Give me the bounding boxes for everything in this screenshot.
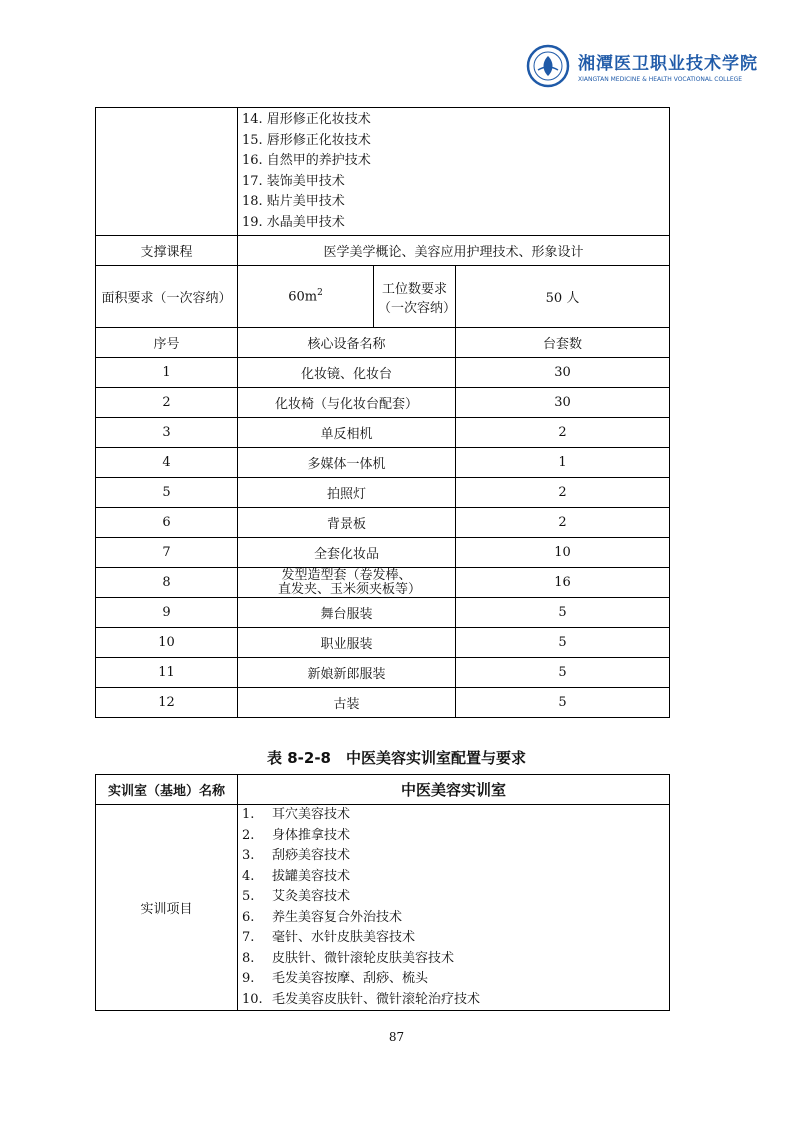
row-number: 4 bbox=[96, 448, 238, 478]
project-text: 身体推拿技术 bbox=[272, 827, 351, 843]
project-list-cell bbox=[238, 805, 670, 1011]
blank-label-cell bbox=[96, 108, 238, 236]
project-text: 毫针、水针皮肤美容技术 bbox=[272, 930, 416, 945]
area-label: 面积要求（一次容纳） bbox=[96, 266, 238, 328]
project-text: 艾灸美容技术 bbox=[272, 889, 351, 904]
equipment-count: 10 bbox=[456, 538, 670, 568]
equipment-name: 职业服装 bbox=[238, 628, 456, 658]
project-text: 刮痧美容技术 bbox=[272, 848, 351, 863]
col-header-no: 序号 bbox=[96, 328, 238, 358]
project-number: 1. bbox=[242, 807, 255, 822]
project-text: 毛发美容皮肤针、微针滚轮治疗技术 bbox=[272, 991, 481, 1007]
project-number: 2. bbox=[242, 827, 255, 843]
project-text: 耳穴美容技术 bbox=[272, 807, 351, 822]
skill-item: 18. 贴片美甲技术 bbox=[242, 194, 345, 209]
equipment-name: 多媒体一体机 bbox=[238, 448, 456, 478]
project-number: 10. bbox=[242, 991, 263, 1007]
project-item bbox=[242, 990, 665, 1011]
station-label: 工位数要求（一次容纳） bbox=[374, 266, 456, 328]
project-item bbox=[242, 928, 665, 949]
table-row bbox=[96, 598, 670, 628]
project-number: 6. bbox=[242, 909, 255, 925]
skill-item: 14. 眉形修正化妆技术 bbox=[242, 112, 371, 127]
college-logo bbox=[526, 44, 758, 88]
table-row bbox=[96, 658, 670, 688]
project-item bbox=[242, 867, 665, 888]
table-row bbox=[96, 448, 670, 478]
equipment-count: 5 bbox=[456, 658, 670, 688]
project-item bbox=[242, 887, 665, 908]
project-number: 5. bbox=[242, 889, 255, 904]
equipment-count: 2 bbox=[456, 418, 670, 448]
table-row bbox=[96, 568, 670, 598]
table-row bbox=[96, 508, 670, 538]
equipment-count: 5 bbox=[456, 628, 670, 658]
area-value: $60m^2$ bbox=[238, 266, 374, 328]
lab-name-label: 实训室（基地）名称 bbox=[96, 775, 238, 805]
col-header-name: 核心设备名称 bbox=[238, 328, 456, 358]
project-text: 养生美容复合外治技术 bbox=[272, 909, 403, 925]
project-item bbox=[242, 969, 665, 990]
row-number: 7 bbox=[96, 538, 238, 568]
row-number: 10 bbox=[96, 628, 238, 658]
table-row bbox=[96, 388, 670, 418]
support-label: 支撑课程 bbox=[96, 236, 238, 266]
equipment-count: 2 bbox=[456, 508, 670, 538]
project-item bbox=[242, 805, 665, 826]
project-item bbox=[242, 949, 665, 970]
equipment-name: 拍照灯 bbox=[238, 478, 456, 508]
table-row bbox=[96, 538, 670, 568]
skill-item: 17. 装饰美甲技术 bbox=[242, 173, 345, 189]
skill-list-cell bbox=[238, 108, 670, 236]
skill-item: 15. 唇形修正化妆技术 bbox=[242, 132, 371, 148]
tcm-lab-table bbox=[95, 774, 670, 1011]
equipment-name: 单反相机 bbox=[238, 418, 456, 448]
station-value: 50 人 bbox=[456, 266, 670, 328]
equipment-name: 新娘新郎服装 bbox=[238, 658, 456, 688]
row-number: 8 bbox=[96, 568, 238, 598]
row-number: 5 bbox=[96, 478, 238, 508]
equipment-name: 化妆镜、化妆台 bbox=[238, 358, 456, 388]
row-number: 3 bbox=[96, 418, 238, 448]
table-caption: 表 8-2-8 中医美容实训室配置与要求 bbox=[267, 749, 526, 767]
equipment-count: 1 bbox=[456, 448, 670, 478]
row-number: 1 bbox=[96, 358, 238, 388]
equipment-name: 背景板 bbox=[238, 508, 456, 538]
equipment-name: 化妆椅（与化妆台配套） bbox=[238, 388, 456, 418]
project-number: 7. bbox=[242, 930, 255, 945]
equipment-count: 2 bbox=[456, 478, 670, 508]
project-text: 毛发美容按摩、刮痧、梳头 bbox=[272, 971, 429, 986]
lab-name-value: 中医美容实训室 bbox=[238, 775, 670, 805]
table-row bbox=[96, 358, 670, 388]
equipment-name: 古装 bbox=[238, 688, 456, 718]
table-row bbox=[96, 628, 670, 658]
col-header-count: 台套数 bbox=[456, 328, 670, 358]
table-row bbox=[96, 418, 670, 448]
skill-item: 16. 自然甲的养护技术 bbox=[242, 153, 371, 168]
equipment-count: 30 bbox=[456, 358, 670, 388]
skill-item: 19. 水晶美甲技术 bbox=[242, 214, 345, 230]
equipment-rows bbox=[96, 358, 670, 718]
table-row bbox=[96, 688, 670, 718]
project-number: 4. bbox=[242, 868, 255, 884]
table-row bbox=[96, 478, 670, 508]
equipment-count: 5 bbox=[456, 598, 670, 628]
project-item bbox=[242, 826, 665, 847]
logo-chinese-name: 湘潭医卫职业技术学院 bbox=[578, 54, 758, 74]
equipment-name: 发型造型套（卷发棒、直发夹、玉米须夹板等） bbox=[238, 568, 456, 598]
equipment-count: 30 bbox=[456, 388, 670, 418]
project-number: 9. bbox=[242, 971, 255, 986]
row-number: 12 bbox=[96, 688, 238, 718]
row-number: 2 bbox=[96, 388, 238, 418]
project-list bbox=[242, 805, 665, 1010]
logo-english-name: XIANGTAN MEDICINE & HEALTH VOCATIONAL COLLEGE bbox=[578, 76, 743, 83]
project-number: 3. bbox=[242, 848, 255, 863]
row-number: 11 bbox=[96, 658, 238, 688]
row-number: 9 bbox=[96, 598, 238, 628]
skill-list bbox=[242, 110, 665, 233]
equipment-count: 5 bbox=[456, 688, 670, 718]
project-item bbox=[242, 908, 665, 929]
page-number: 87 bbox=[388, 1030, 405, 1044]
equipment-name: 舞台服装 bbox=[238, 598, 456, 628]
equipment-name: 全套化妆品 bbox=[238, 538, 456, 568]
college-emblem-icon bbox=[526, 44, 570, 88]
row-number: 6 bbox=[96, 508, 238, 538]
support-value: 医学美学概论、美容应用护理技术、形象设计 bbox=[238, 236, 670, 266]
project-text: 皮肤针、微针滚轮皮肤美容技术 bbox=[272, 950, 455, 966]
project-label: 实训项目 bbox=[96, 805, 238, 1011]
project-text: 拔罐美容技术 bbox=[272, 868, 351, 884]
project-item bbox=[242, 846, 665, 867]
makeup-lab-table bbox=[95, 107, 670, 718]
equipment-count: 16 bbox=[456, 568, 670, 598]
project-number: 8. bbox=[242, 950, 255, 966]
